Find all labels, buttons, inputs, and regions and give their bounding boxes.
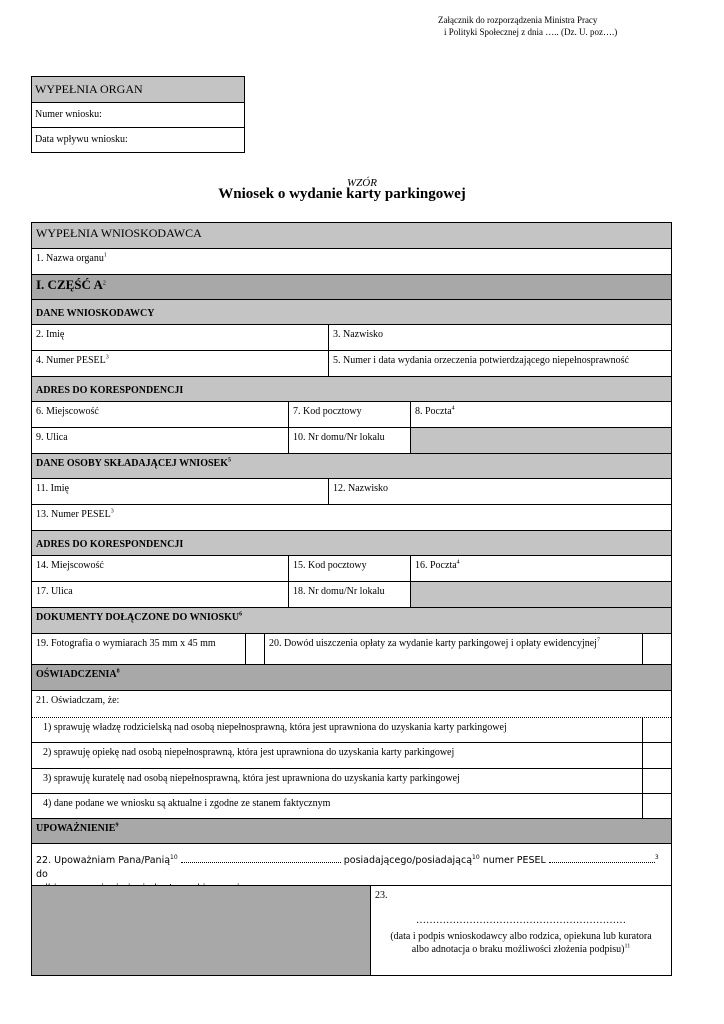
post-office-field[interactable]: 8. Poczta$^4$ [415, 405, 455, 417]
fee-proof-checkbox[interactable] [643, 634, 671, 664]
photo-checkbox[interactable] [246, 634, 264, 664]
authorization-part-2: posiadającego/posiadającą [343, 855, 473, 866]
annex-line-2: i Polityki Społecznej z dnia ….. (Dz. U. poz….) [444, 27, 618, 37]
organ-name-label: 1. Nazwa organu [36, 253, 104, 264]
organ-box [31, 76, 245, 153]
application-form [31, 222, 672, 976]
statement-2-checkbox[interactable] [643, 743, 671, 768]
submitter-street-field[interactable]: 17. Ulica [36, 586, 73, 597]
signature-caption-1: (data i podpis wnioskodawcy albo rodzica, opiekuna lub kuratora [390, 931, 652, 942]
house-number-field[interactable]: 10. Nr domu/Nr lokalu [293, 432, 385, 443]
empty-gray-cell [411, 428, 671, 453]
statement-curatorship: 3) sprawuję kuratelę nad osobą niepełnosprawną, która jest uprawniona do uzyskania karty parkingowej [43, 773, 460, 784]
submitter-postal-code-field[interactable]: 15. Kod pocztowy [293, 560, 367, 571]
address2-section-header: ADRES DO KORESPONDENCJI [32, 531, 671, 555]
submitter-post-office-field[interactable]: 16. Poczta$^4$ [415, 559, 460, 571]
receipt-date-field[interactable]: Data wpływu wniosku: [32, 127, 244, 152]
pesel-field[interactable]: 4. Numer PESEL$^3$ [36, 354, 109, 366]
submitter-pesel-label: 13. Numer PESEL [36, 509, 111, 520]
city-field[interactable]: 6. Miejscowość [36, 406, 99, 417]
signature-field[interactable] [371, 886, 671, 975]
annex-note [438, 14, 678, 38]
documents-section-label: DOKUMENTY DOŁĄCZONE DO WNIOSKU [36, 612, 240, 623]
submitter-section-header: DANE OSOBY SKŁADAJĄCEJ WNIOSEK$^5$ [32, 454, 671, 478]
submitter-post-office-label: 16. Poczta [415, 560, 457, 571]
postal-code-field[interactable]: 7. Kod pocztowy [293, 406, 362, 417]
statements-section-header: OŚWIADCZENIA$^8$ [32, 665, 671, 690]
authorization-part-4: do [36, 869, 48, 880]
authorization-section-label: UPOWAŻNIENIE [36, 823, 116, 834]
pesel-label: 4. Numer PESEL [36, 355, 106, 366]
page-title: Wniosek o wydanie karty parkingowej [218, 186, 466, 202]
organ-header: WYPEŁNIA ORGAN [32, 77, 244, 102]
statement-1-checkbox[interactable] [643, 718, 671, 742]
applicant-header: WYPEŁNIA WNIOSKODAWCA [32, 223, 671, 248]
statements-section-label: OŚWIADCZENIA [36, 669, 117, 680]
statement-data-accurate: 4) dane podane we wniosku są aktualne i zgodne ze stanem faktycznym [43, 798, 331, 809]
authorization-part-1: 22. Upoważniam Pana/Panią [36, 855, 171, 866]
submitter-pesel-field[interactable]: 13. Numer PESEL$^3$ [36, 508, 114, 520]
statement-3-checkbox[interactable] [643, 769, 671, 793]
submitter-city-field[interactable]: 14. Miejscowość [36, 560, 104, 571]
part-a-header: I. CZĘŚĆ $A^2$ [32, 275, 671, 299]
address-section-header: ADRES DO KORESPONDENCJI [32, 377, 671, 401]
last-name-field[interactable]: 3. Nazwisko [333, 329, 383, 340]
template-label: WZÓR [347, 177, 377, 189]
part-a-label: I. CZĘŚĆ A [36, 277, 103, 292]
authorization-section-header: UPOWAŻNIENIE$^9$ [32, 819, 671, 843]
organ-name-field[interactable]: 1. Nazwa organu$^1$ [36, 252, 107, 264]
statement-parental-authority: 1) sprawuję władzę rodzicielską nad osobą niepełnosprawną, która jest uprawniona do uzyskania karty parkingowej [43, 722, 507, 733]
post-office-label: 8. Poczta [415, 406, 452, 417]
submitter-last-name-field[interactable]: 12. Nazwisko [333, 483, 388, 494]
photo-document-label: 19. Fotografia o wymiarach 35 mm x 45 mm [36, 638, 216, 649]
annex-line-1: Załącznik do rozporządzenia Ministra Pracy [438, 15, 598, 25]
signature-caption-2: albo adnotacja o braku możliwości złożenia podpisu)$^{11}$ [411, 943, 631, 955]
submitter-section-label: DANE OSOBY SKŁADAJĄCEJ WNIOSEK [36, 458, 228, 469]
authorization-text: 22. Upoważniam Pana/Panią$^{10}$ posiadającego/posiadającą$^{10}$ numer PESEL $^3$ do [32, 844, 671, 885]
documents-section-header: DOKUMENTY DOŁĄCZONE DO WNIOSKU$^6$ [32, 608, 671, 633]
empty-gray-block [32, 886, 370, 975]
disability-decision-field[interactable]: 5. Numer i data wydania orzeczenia potwierdzającego niepełnosprawność [333, 355, 629, 366]
statement-guardianship: 2) sprawuję opiekę nad osobą niepełnosprawną, która jest uprawniona do uzyskania karty parkingowej [43, 747, 455, 758]
submitter-house-number-field[interactable]: 18. Nr domu/Nr lokalu [293, 586, 385, 597]
signature-number: 23. [375, 890, 388, 901]
authorized-person-pesel-input[interactable] [549, 853, 655, 863]
first-name-field[interactable]: 2. Imię [36, 329, 65, 340]
applicant-section-header: DANE WNIOSKODAWCY [32, 300, 671, 324]
street-field[interactable]: 9. Ulica [36, 432, 68, 443]
statement-4-checkbox[interactable] [643, 794, 671, 818]
authorization-part-3: numer PESEL [482, 855, 546, 866]
application-number-field[interactable]: Numer wniosku: [32, 102, 244, 127]
fee-proof-text: 20. Dowód uiszczenia opłaty za wydanie karty parkingowej i opłaty ewidencyjnej [269, 638, 597, 649]
signature-dots: ……………………………………………………… [416, 915, 626, 926]
statements-intro: 21. Oświadczam, że: [36, 695, 120, 706]
submitter-first-name-field[interactable]: 11. Imię [36, 483, 69, 494]
authorized-person-name-input[interactable] [181, 853, 341, 863]
fee-proof-label: 20. Dowód uiszczenia opłaty za wydanie karty parkingowej i opłaty ewidencyjnej$^7$ [269, 637, 600, 649]
empty-gray-cell [411, 582, 671, 607]
